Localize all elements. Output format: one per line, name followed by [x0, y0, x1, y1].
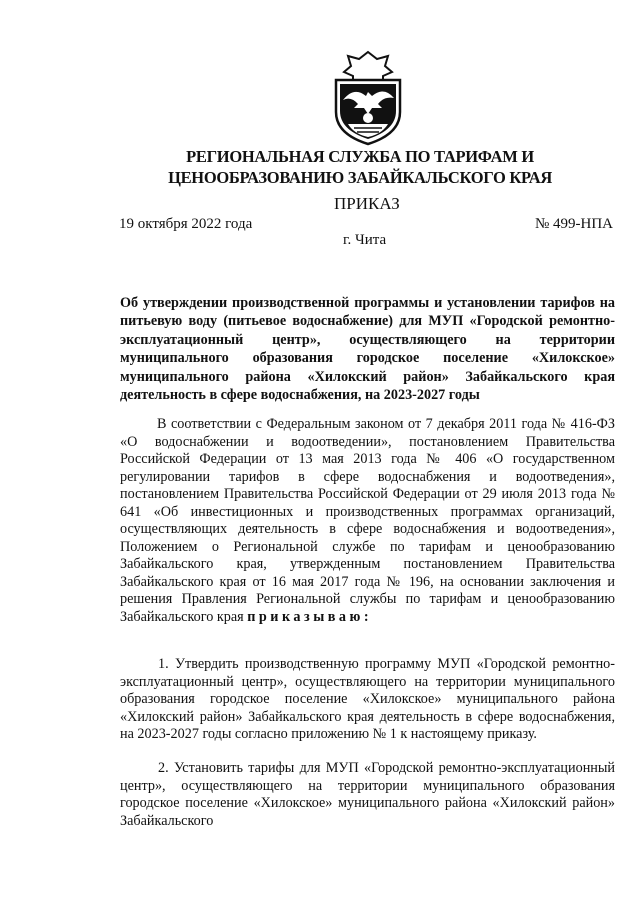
organization-line-2: ЦЕНООБРАЗОВАНИЮ ЗАБАЙКАЛЬСКОГО КРАЯ [168, 168, 552, 187]
preamble-text: В соответствии с Федеральным законом от 7 декабря 2011 года № 416-ФЗ «О водоснабжении и водоотведении», постановлением Правительства Российской Федерации от 13 мая 2013 года № 406 «О государственном регулировании тарифов в сфере водоснабжения и водоотведения», постановлением Правительства Российской Федерации от 29 июля 2013 года № 641 «Об инвестиционных и производственных программах организаций, осуществляющих деятельность в сфере водоснабжения и водоотведения», Положением о Региональной службе по тарифам и ценообразованию Забайкальского края, утвержденным постановлением Правительства Забайкальского края от 16 мая 2017 года № 196, на основании заключения и решения Правления Региональной службы по тарифам и ценообразованию Забайкальского края [120, 416, 615, 625]
document-subject: Об утверждении производственной программы и установлении тарифов на питьевую воду (питьевое водоснабжение) для МУП «Городской ремонтно-эксплуатационный центр», осуществляющего на территории муниципального образования городское поселение «Хилокское» муниципального района «Хилокский район» Забайкальского края деятельность в сфере водоснабжения, на 2023-2027 годы [120, 295, 615, 404]
item-1-paragraph: 1. Утвердить производственную программу МУП «Городской ремонтно-эксплуатационный центр», осуществляющего на территории муниципального образования городское поселение «Хилокское» муниципального района «Хилокский район» Забайкальского края деятельность в сфере водоснабжения, на 2023-2027 годы согласно приложению № 1 к настоящему приказу. [120, 656, 615, 742]
organization-line-1: РЕГИОНАЛЬНАЯ СЛУЖБА ПО ТАРИФАМ И [186, 147, 534, 166]
document-number: № 499-НПА [534, 216, 613, 232]
order-word: приказываю: [247, 608, 373, 625]
document-date: 19 октября 2022 года [119, 216, 253, 232]
organization-name [60, 146, 640, 188]
document-type: ПРИКАЗ [334, 194, 400, 213]
document-city: г. Чита [343, 232, 387, 248]
zabaikalsky-krai-coat-of-arms-icon [326, 50, 410, 146]
preamble-paragraph [120, 416, 615, 626]
item-2-paragraph: 2. Установить тарифы для МУП «Городской ремонтно-эксплуатационный центр», осуществляющего на территории муниципального образования городское поселение «Хилокское» муниципального района «Хилокский район» Забайкальского [120, 760, 615, 829]
